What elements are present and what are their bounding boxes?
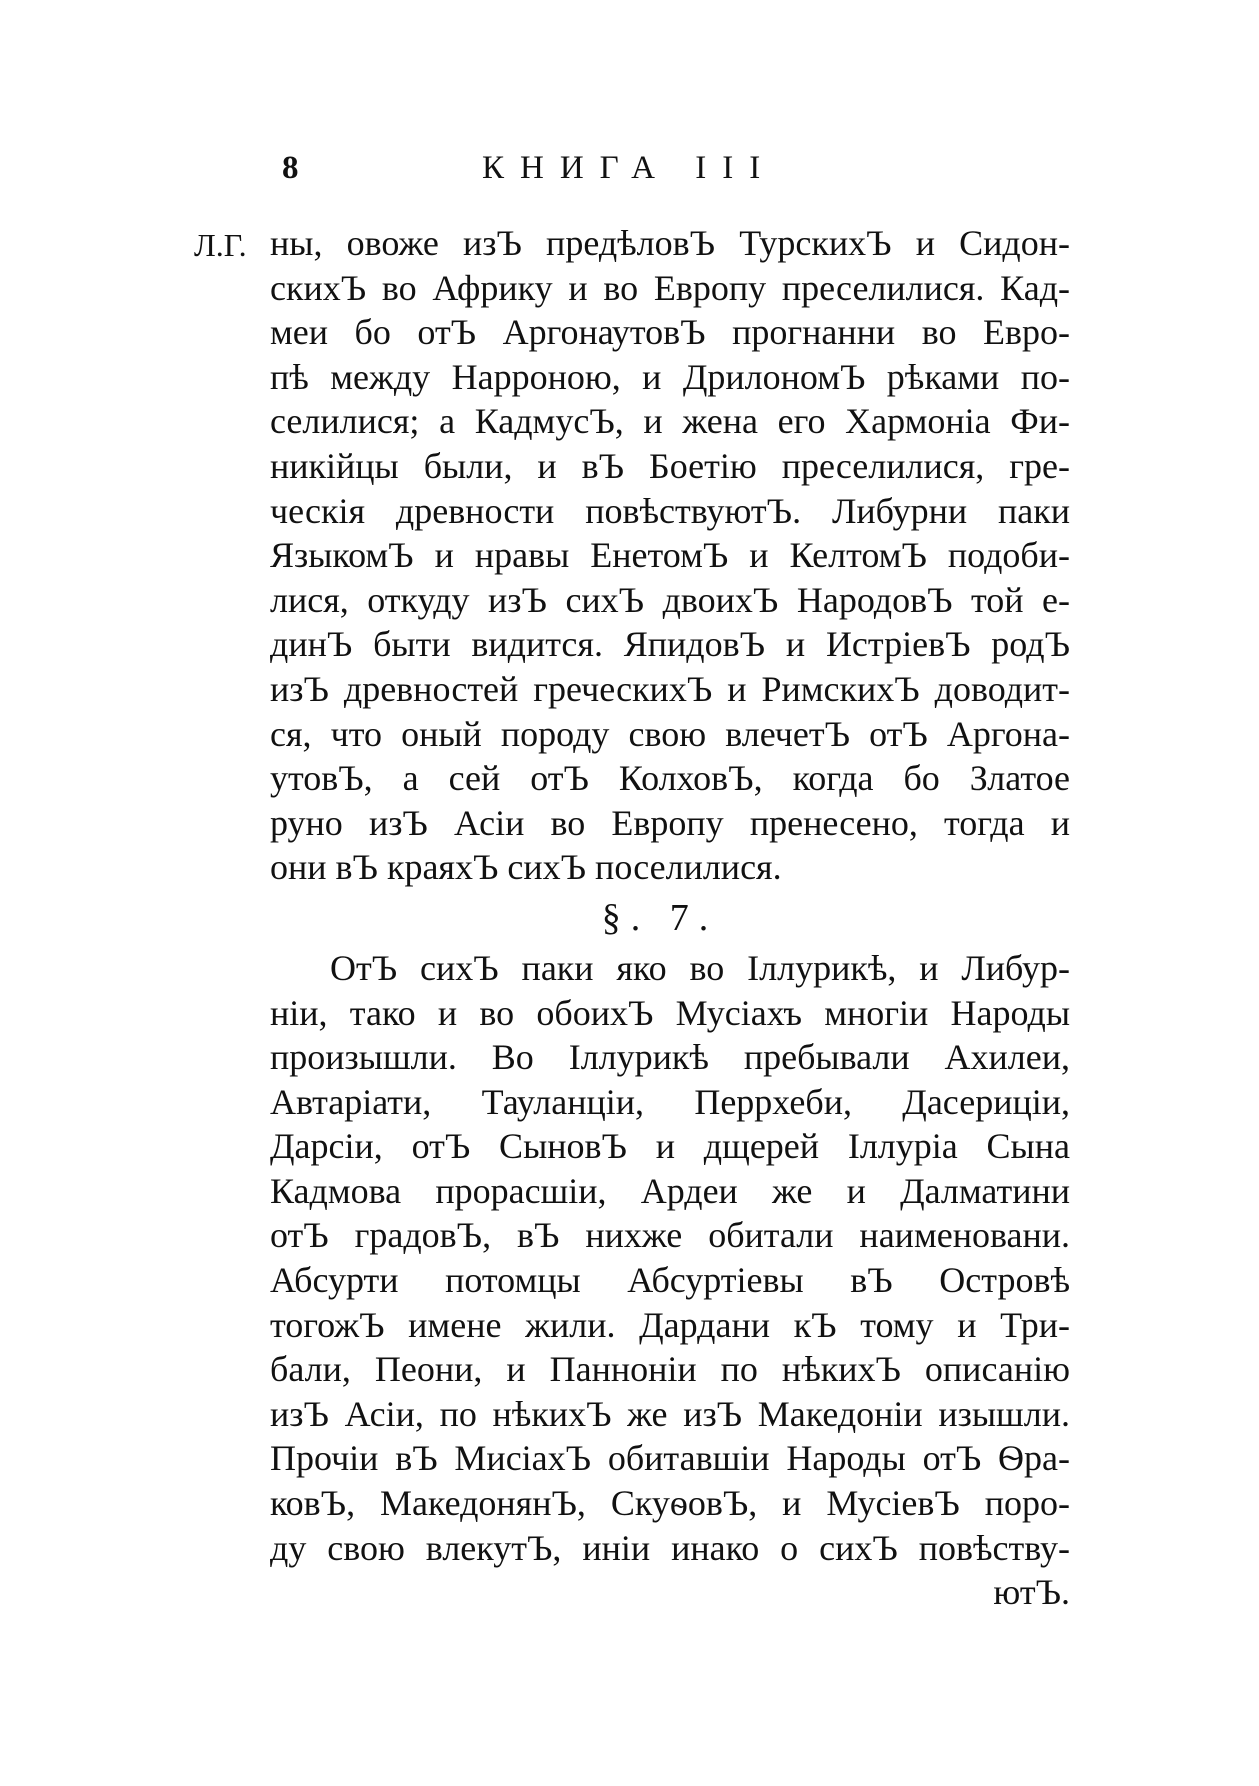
- text-line: никiйцы были, и вЪ Боетiю преселилися, гре-: [270, 445, 1070, 486]
- running-title: КНИГА III: [482, 150, 777, 186]
- text-line: ны, овоже изЪ предѣловЪ ТурскихЪ и Сидон-: [270, 223, 1070, 263]
- text-line: Прочiи вЪ МисiахЪ обитавшiи Народы отЪ Ѳра-: [270, 1438, 1070, 1479]
- text-line: произышли. Во Iллурикѣ пребывали Ахилеи,: [270, 1037, 1070, 1078]
- margin-note: Л.Г.: [194, 227, 247, 263]
- body-text: [270, 221, 1070, 1615]
- text-line: нiи, тако и во обоихЪ Мусiахъ многiи Народы: [270, 992, 1070, 1033]
- text-line: утовЪ, а сей отЪ КолховЪ, когда бо Златое: [270, 758, 1070, 799]
- text-line: ческiя древности повѣствуютЪ. Либурни паки: [270, 490, 1070, 531]
- section-heading: §. 7.: [601, 896, 719, 939]
- page-number: 8: [282, 150, 299, 186]
- text-line: селилися; а КадмусЪ, и жена его Хармонiа Фи-: [270, 401, 1070, 442]
- text-line: ковЪ, МакедонянЪ, СкуѳовЪ, и МусiевЪ поро-: [270, 1483, 1070, 1524]
- text-line: изЪ древностей греческихЪ и РимскихЪ доводит-: [270, 668, 1070, 709]
- text-line: тогожЪ имене жили. Дардани кЪ тому и Три-: [270, 1304, 1070, 1345]
- text-line: бали, Пеони, и Паннонiи по нѣкихЪ описанiю: [270, 1349, 1070, 1390]
- page-header: [282, 146, 842, 190]
- text-line: ся, что оный породу свою влечетЪ отЪ Аргона-: [270, 713, 1070, 754]
- text-line: Автарiати, Тауланцiи, Перрхеби, Дасерицiи,: [270, 1081, 1070, 1122]
- text-line: меи бо отЪ АргонаутовЪ прогнанни во Евро-: [270, 312, 1070, 353]
- text-line: лися, откуду изЪ сихЪ двоихЪ НародовЪ той е-: [270, 579, 1070, 620]
- text-line: динЪ быти видится. ЯпидовЪ и ИстрiевЪ родЪ: [270, 624, 1070, 665]
- text-line: Кадмова прорасшiи, Ардеи же и Далматини: [270, 1170, 1070, 1211]
- text-line: скихЪ во Африку и во Европу преселилися. Кад-: [270, 267, 1070, 308]
- text-line: ду свою влекутЪ, инiи инако о сихЪ повѣству-: [270, 1527, 1070, 1568]
- text-line: ОтЪ сихЪ паки яко во Iллурикѣ, и Либур-: [330, 947, 1070, 988]
- text-line: изЪ Асiи, по нѣкихЪ же изЪ Македонiи изышли.: [270, 1393, 1070, 1434]
- text-line: ЯзыкомЪ и нравы ЕнетомЪ и КелтомЪ подоби-: [270, 535, 1070, 576]
- text-line: пѣ между Нарроною, и ДрилономЪ рѣками по-: [270, 356, 1070, 397]
- text-line: отЪ градовЪ, вЪ нихже обитали наименовани.: [270, 1215, 1070, 1256]
- text-line: ютЪ.: [993, 1572, 1070, 1613]
- text-line: Абсурти потомцы Абсуртiевы вЪ Островѣ: [270, 1260, 1070, 1301]
- text-line: они вЪ краяхЪ сихЪ поселилися.: [270, 847, 782, 888]
- text-line: Дарсiи, отЪ СыновЪ и дщерей Iллурiа Сына: [270, 1126, 1070, 1167]
- text-line: руно изЪ Асiи во Европу пренесено, тогда и: [270, 802, 1070, 843]
